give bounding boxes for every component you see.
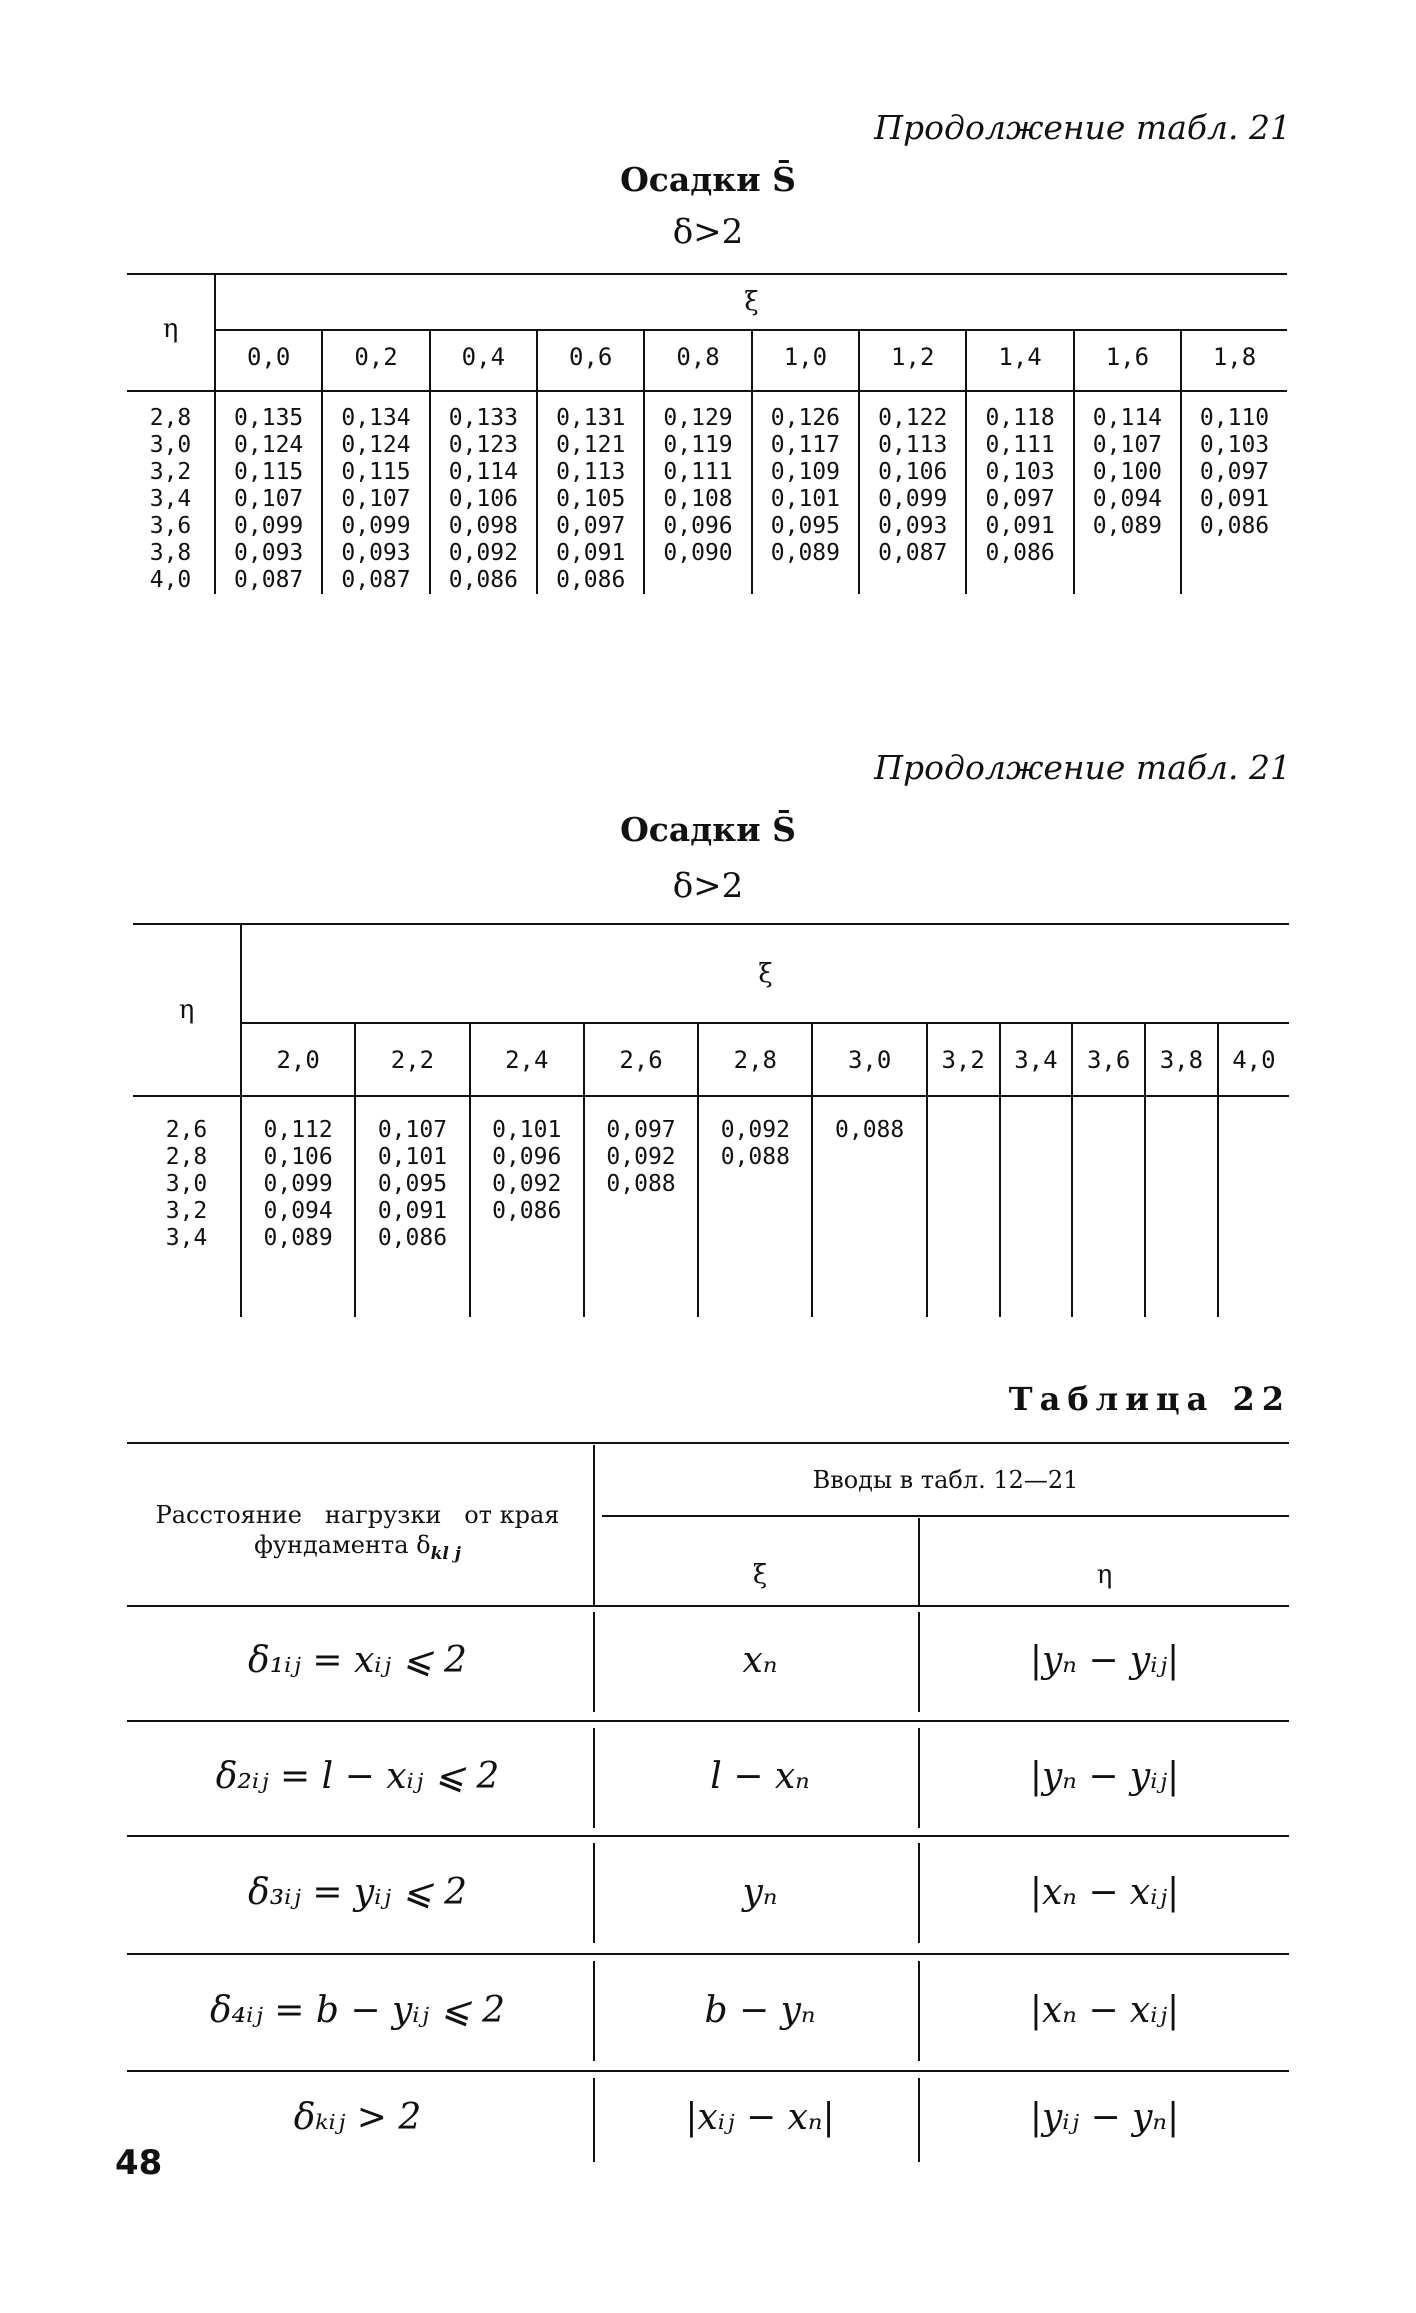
column-header: 3,8 (1145, 1023, 1218, 1095)
value-column: 0,114 0,107 0,100 0,094 0,089 (1074, 383, 1181, 594)
table22-distance-header: Расстояние нагрузки от края фундамента $\delta_{kl j}$ (155, 1501, 568, 1564)
xi-formula: xₙ (742, 1640, 778, 1681)
value-column (1218, 1095, 1289, 1317)
table22-rule-row4 (127, 2070, 1289, 2072)
xi-formula: b − yₙ (704, 1990, 816, 2031)
value-column (1072, 1095, 1145, 1317)
continuation-label-2: Продолжение табл. 21 (874, 748, 1291, 787)
table22-rule-row3 (127, 1953, 1289, 1955)
value-column: 0,088 (812, 1095, 926, 1317)
table22-vline (593, 1612, 595, 1712)
table22-caption: Таблица 22 (1008, 1380, 1291, 1418)
value-column: 0,107 0,101 0,095 0,091 0,086 (355, 1095, 469, 1317)
eta-formula: |xₙ − xᵢⱼ| (1029, 1872, 1180, 1913)
table22-vline (593, 1728, 595, 1828)
xi-formula: yₙ (742, 1872, 778, 1913)
column-header: 0,4 (430, 330, 537, 383)
table-title-2: Осадки S̄ (620, 810, 796, 849)
table-condition-1: δ>2 (672, 212, 744, 252)
table22-rule-header (127, 1605, 1289, 1607)
table22-vline (593, 1843, 595, 1943)
xi-header: ξ (215, 275, 1287, 330)
settlement-table-1 (127, 275, 1287, 594)
column-header: 3,4 (1000, 1023, 1073, 1095)
table22-rule-row2 (127, 1835, 1289, 1837)
table-title-1: Осадки S̄ (620, 160, 796, 199)
column-header: 2,0 (276, 1045, 320, 1074)
column-header: 0,8 (644, 330, 751, 383)
condition-formula: δ₄ᵢⱼ = b − yᵢⱼ ⩽ 2 (209, 1990, 506, 2031)
table22-vline (593, 2078, 595, 2162)
eta-formula: |yₙ − yᵢⱼ| (1029, 1756, 1180, 1797)
table-condition-2: δ>2 (672, 866, 744, 906)
eta-formula: |xₙ − xᵢⱼ| (1029, 1990, 1180, 2031)
column-header: 2,6 (584, 1023, 698, 1095)
value-column: 0,122 0,113 0,106 0,099 0,093 0,087 (859, 383, 966, 594)
table22-rule-row1 (127, 1720, 1289, 1722)
table22-rule-inputs (602, 1515, 1289, 1517)
column-header: 1,4 (966, 330, 1073, 383)
column-header: 1,8 (1181, 330, 1287, 383)
value-column: 0,092 0,088 (698, 1095, 812, 1317)
column-header: 3,2 (927, 1023, 1000, 1095)
value-column: 0,134 0,124 0,115 0,107 0,099 0,093 0,087 (322, 383, 429, 594)
eta-header: η (127, 275, 215, 383)
column-header: 2,2 (355, 1023, 469, 1095)
condition-formula: δ₃ᵢⱼ = yᵢⱼ ⩽ 2 (248, 1872, 467, 1913)
column-header: 3,6 (1072, 1023, 1145, 1095)
xi-formula: l − xₙ (710, 1756, 810, 1797)
value-column (1145, 1095, 1218, 1317)
eta-values: 2,6 2,8 3,0 3,2 3,4 (133, 1095, 241, 1317)
eta-formula: |yᵢⱼ − yₙ| (1029, 2097, 1180, 2138)
table22-eta-header: η (1096, 1560, 1113, 1590)
table22-rule-top (127, 1442, 1289, 1444)
xi-formula: |xᵢⱼ − xₙ| (685, 2097, 835, 2138)
value-column (1000, 1095, 1073, 1317)
eta-header: η (133, 925, 241, 1095)
column-header: 1,0 (752, 330, 859, 383)
column-header: 0,0 (246, 343, 291, 371)
page-number: 48 (115, 2143, 163, 2183)
value-column (927, 1095, 1000, 1317)
value-column: 0,126 0,117 0,109 0,101 0,095 0,089 (752, 383, 859, 594)
column-header: 1,2 (859, 330, 966, 383)
value-column: 0,118 0,111 0,103 0,097 0,091 0,086 (966, 383, 1073, 594)
condition-formula: δ₁ᵢⱼ = xᵢⱼ ⩽ 2 (248, 1640, 467, 1681)
condition-formula: δₖᵢⱼ > 2 (293, 2097, 422, 2138)
column-header: 0,2 (322, 330, 429, 383)
condition-formula: δ₂ᵢⱼ = l − xᵢⱼ ⩽ 2 (215, 1756, 500, 1797)
column-header: 1,6 (1074, 330, 1181, 383)
value-column: 0,101 0,096 0,092 0,086 (470, 1095, 584, 1317)
column-header: 2,4 (470, 1023, 584, 1095)
value-column: 0,131 0,121 0,113 0,105 0,097 0,091 0,086 (537, 383, 644, 594)
table22-inputs-header: Вводы в табл. 12—21 (812, 1466, 1079, 1494)
column-header: 2,8 (698, 1023, 812, 1095)
eta-formula: |yₙ − yᵢⱼ| (1029, 1640, 1180, 1681)
table22-xi-header: ξ (752, 1560, 768, 1590)
value-column: 0,110 0,103 0,097 0,091 0,086 (1181, 383, 1287, 594)
column-header: 4,0 (1218, 1023, 1289, 1095)
value-column: 0,133 0,123 0,114 0,106 0,098 0,092 0,086 (430, 383, 537, 594)
value-column: 0,097 0,092 0,088 (584, 1095, 698, 1317)
table22-vline (593, 1445, 595, 1605)
value-column: 0,129 0,119 0,111 0,108 0,096 0,090 (644, 383, 751, 594)
settlement-table-2 (133, 925, 1289, 1317)
column-header: 0,6 (537, 330, 644, 383)
column-header: 3,0 (812, 1023, 926, 1095)
value-column: 0,112 0,106 0,099 0,094 0,089 (263, 1117, 333, 1251)
eta-values: 2,8 3,0 3,2 3,4 3,6 3,8 4,0 (127, 383, 215, 594)
table22-vline (593, 1961, 595, 2061)
value-column: 0,135 0,124 0,115 0,107 0,099 0,093 0,087 (234, 405, 304, 593)
continuation-label-1: Продолжение табл. 21 (874, 108, 1291, 147)
xi-header: ξ (241, 925, 1289, 1023)
